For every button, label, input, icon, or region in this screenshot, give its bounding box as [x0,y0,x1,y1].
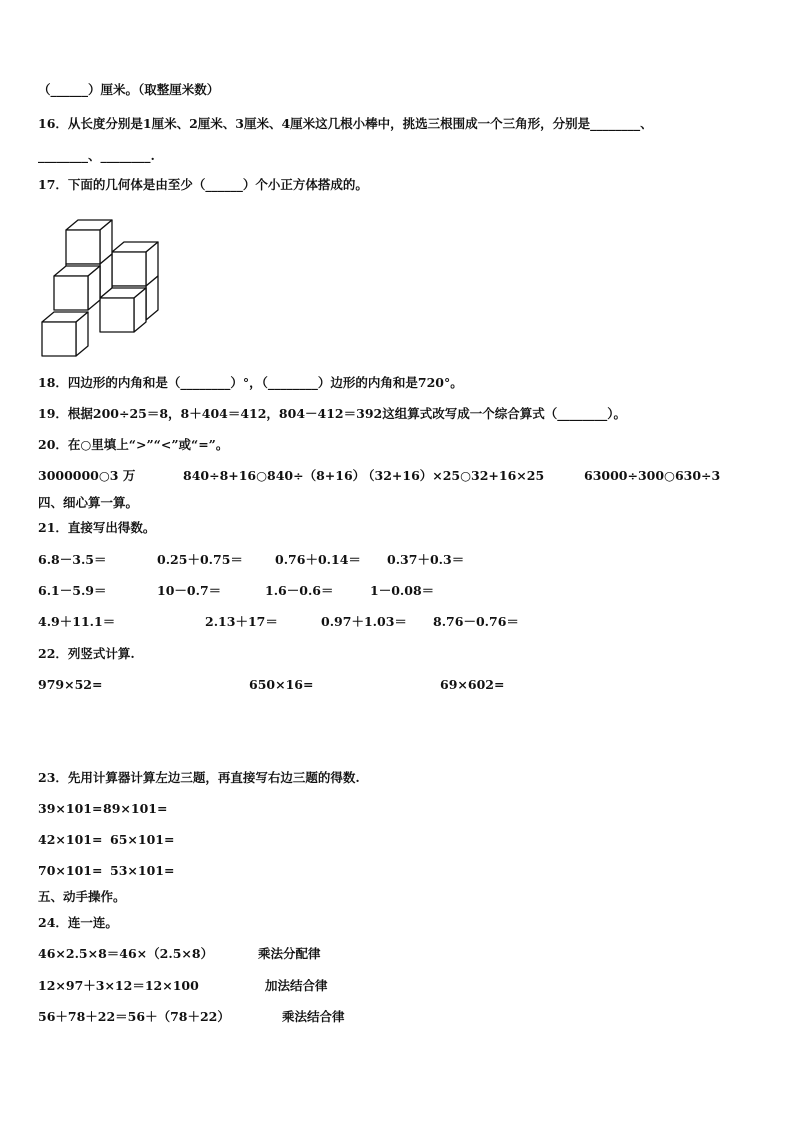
section-5-heading: 五、动手操作。 [38,889,126,904]
cube-left-bottom [42,312,88,356]
q22-item: 979×52= [38,677,103,692]
cube-front-right [100,288,146,332]
question-24: 24．连一连。 [38,915,118,930]
q21-item: 0.97＋1.03＝ [321,614,407,629]
answer-blank-line: （______）厘米。（取整厘米数） [38,82,220,97]
q20-item: 3000000○3 万 [38,468,136,483]
q21-item: 6.8－3.5＝ [38,552,107,567]
cube-stack-figure [38,212,162,362]
q21-item: 4.9＋11.1＝ [38,614,116,629]
question-23: 23．先用计算器计算左边三题，再直接写右边三题的得数. [38,770,360,785]
q20-item: 63000÷300○630÷3 [584,468,721,483]
question-21: 21．直接写出得数。 [38,520,156,535]
q24-law: 加法结合律 [265,978,328,993]
question-16-line2: ________、________. [38,148,155,163]
question-16-line1: 16．从长度分别是1厘米、2厘米、3厘米、4厘米这几根小棒中，挑选三根围成一个三角形，分别是________、 [38,116,653,131]
q21-item: 0.25＋0.75＝ [157,552,243,567]
q21-item: 6.1－5.9＝ [38,583,107,598]
q24-equation: 12×97＋3×12＝12×100 [38,978,199,993]
q22-item: 69×602= [440,677,505,692]
q23-item: 53×101= [110,863,175,878]
q24-equation: 56＋78＋22＝56＋（78＋22） [38,1009,230,1024]
question-19: 19．根据200÷25＝8，8＋404＝412，804－412＝392这组算式改写成一个综合算式（________）。 [38,406,626,421]
q21-item: 0.37＋0.3＝ [387,552,465,567]
cube-left-mid [54,266,100,310]
cube-mid-top [66,220,112,264]
q23-item: 70×101= [38,863,103,878]
question-17: 17．下面的几何体是由至少（______）个小正方体搭成的。 [38,177,368,192]
question-22: 22．列竖式计算. [38,646,135,661]
q24-equation: 46×2.5×8＝46×（2.5×8） [38,946,214,961]
question-20: 20．在○里填上“>”“<”或“=”。 [38,437,229,452]
q21-item: 2.13＋17＝ [205,614,278,629]
q20-item: 840÷8+16○840÷（8+16） [183,468,366,483]
q24-law: 乘法结合律 [282,1009,345,1024]
q23-item: 39×101= [38,801,103,816]
q21-item: 10－0.7＝ [157,583,222,598]
q22-item: 650×16= [249,677,314,692]
q21-item: 1.6－0.6＝ [265,583,334,598]
q21-item: 1－0.08＝ [370,583,435,598]
q24-law: 乘法分配律 [258,946,321,961]
q23-item: 89×101= [103,801,168,816]
q21-item: 0.76＋0.14＝ [275,552,361,567]
question-18: 18．四边形的内角和是（________）°，（________）边形的内角和是720°。 [38,375,463,390]
section-4-heading: 四、细心算一算。 [38,495,139,510]
cube-right-top [112,242,158,286]
q23-item: 65×101= [110,832,175,847]
q23-item: 42×101= [38,832,103,847]
q20-item: （32+16）×25○32+16×25 [362,468,545,483]
q21-item: 8.76－0.76＝ [433,614,519,629]
